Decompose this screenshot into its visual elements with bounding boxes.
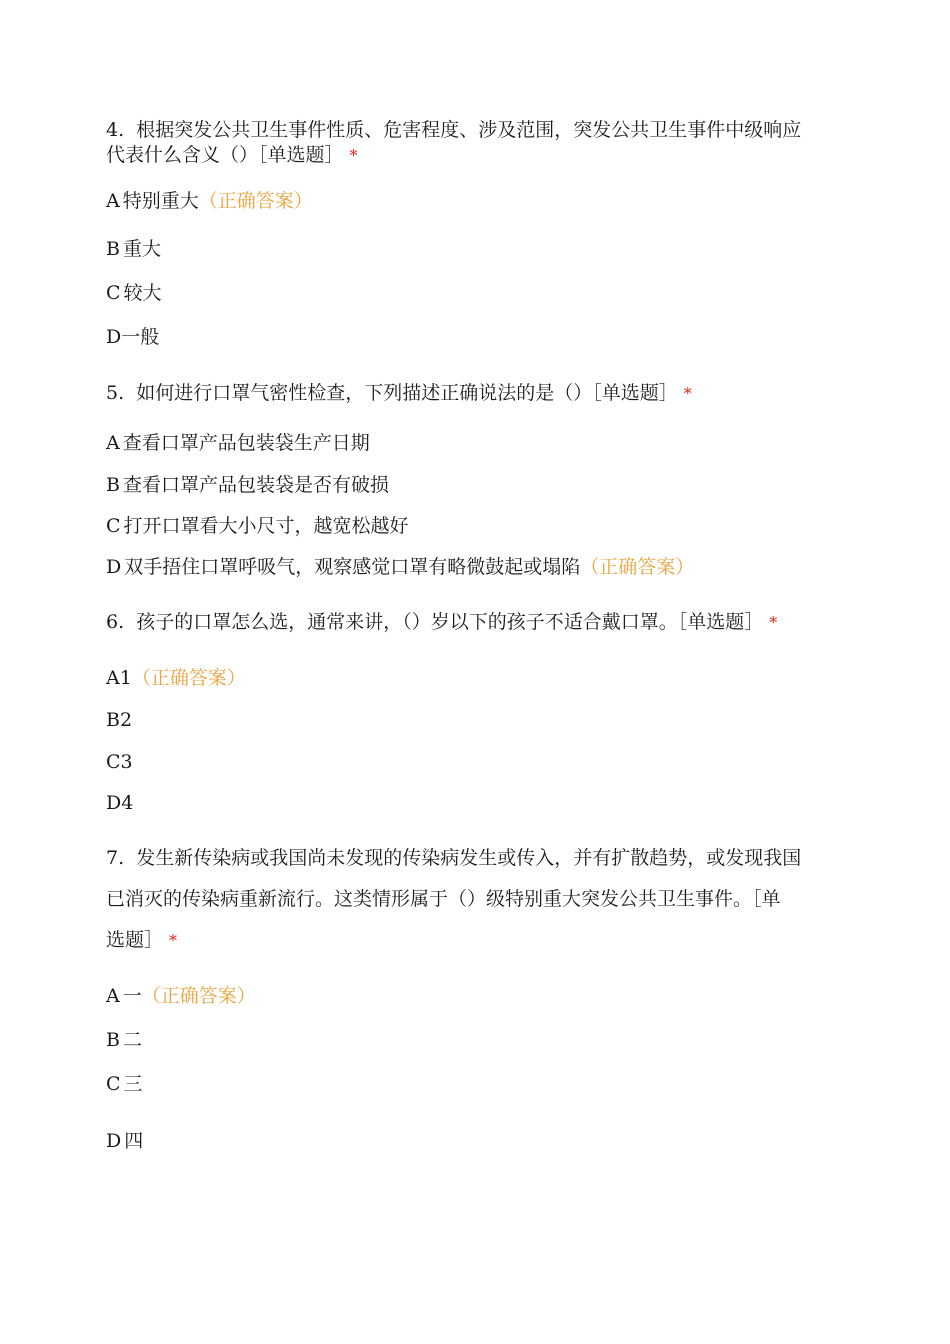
option-5a[interactable] xyxy=(106,431,846,455)
option-6c[interactable] xyxy=(106,750,846,774)
question-text: 代表什么含义（）［单选题］ xyxy=(106,144,344,166)
option-letter: B xyxy=(106,709,120,731)
question-4-title xyxy=(106,118,846,142)
option-text: 双手捂住口罩呼吸气，观察感觉口罩有略微鼓起或塌陷 xyxy=(124,556,581,578)
correct-answer-note: （正确答案） xyxy=(131,667,246,689)
option-text: 四 xyxy=(124,1130,144,1152)
option-text: 特别重大 xyxy=(122,190,199,212)
option-7a[interactable] xyxy=(106,984,846,1008)
option-text: 二 xyxy=(122,1029,142,1051)
correct-answer-note: （正确答案） xyxy=(580,556,695,578)
option-6b[interactable] xyxy=(106,708,846,732)
question-text: 已消灭的传染病重新流行。这类情形属于（）级特别重大突发公共卫生事件。［单 xyxy=(106,888,781,910)
option-letter: D xyxy=(106,556,122,578)
option-text: 查看口罩产品包装袋是否有破损 xyxy=(122,474,389,496)
option-5b[interactable] xyxy=(106,473,846,497)
question-text: 选题］ xyxy=(106,929,164,951)
question-7-title-cont2 xyxy=(106,928,846,953)
option-text: 较大 xyxy=(123,282,162,304)
option-letter: D xyxy=(106,326,122,348)
option-4b[interactable] xyxy=(106,237,846,261)
question-4-title-cont xyxy=(106,143,846,168)
option-text: 1 xyxy=(119,667,132,689)
option-5c[interactable] xyxy=(106,514,846,538)
option-letter: B xyxy=(106,1029,120,1051)
option-text: 打开口罩看大小尺寸，越宽松越好 xyxy=(123,515,409,537)
required-mark: * xyxy=(349,146,358,165)
question-7-title xyxy=(106,846,846,870)
question-7-title-cont xyxy=(106,887,846,911)
option-letter: A xyxy=(106,667,120,689)
option-letter: D xyxy=(106,1130,122,1152)
option-4d[interactable] xyxy=(106,325,846,349)
correct-answer-note: （正确答案） xyxy=(141,985,256,1007)
option-4c[interactable] xyxy=(106,281,846,305)
option-letter: C xyxy=(106,515,121,537)
question-6-title xyxy=(106,610,846,635)
question-text: 发生新传染病或我国尚未发现的传染病发生或传入，并有扩散趋势，或发现我国 xyxy=(136,847,802,869)
option-letter: A xyxy=(106,190,120,212)
option-text: 一般 xyxy=(121,326,160,348)
question-5-title xyxy=(106,381,846,406)
option-text: 重大 xyxy=(122,238,161,260)
option-6a[interactable] xyxy=(106,666,846,690)
question-number: 5. xyxy=(106,382,125,404)
option-4a[interactable] xyxy=(106,189,846,213)
question-text: 根据突发公共卫生事件性质、危害程度、涉及范围，突发公共卫生事件中级响应 xyxy=(136,119,802,141)
option-letter: C xyxy=(106,1073,121,1095)
option-text: 3 xyxy=(120,751,133,773)
required-mark: * xyxy=(169,931,178,950)
option-letter: C xyxy=(106,282,121,304)
correct-answer-note: （正确答案） xyxy=(198,190,313,212)
option-text: 2 xyxy=(119,709,133,731)
option-7b[interactable] xyxy=(106,1028,846,1052)
option-letter: B xyxy=(106,238,120,260)
option-letter: A xyxy=(106,432,120,454)
required-mark: * xyxy=(683,384,692,403)
option-text: 查看口罩产品包装袋生产日期 xyxy=(122,432,370,454)
option-text: 一 xyxy=(122,985,142,1007)
option-7d[interactable] xyxy=(106,1129,846,1153)
question-number: 7. xyxy=(106,847,125,869)
option-text: 4 xyxy=(121,792,134,814)
question-number: 4. xyxy=(106,119,125,141)
required-mark: * xyxy=(769,613,778,632)
question-text: 如何进行口罩气密性检查，下列描述正确说法的是（）［单选题］ xyxy=(136,382,678,404)
option-letter: A xyxy=(106,985,120,1007)
option-letter: C xyxy=(106,751,121,773)
option-text: 三 xyxy=(123,1073,143,1095)
option-letter: B xyxy=(106,474,120,496)
option-5d[interactable] xyxy=(106,555,846,579)
question-number: 6. xyxy=(106,611,125,633)
option-letter: D xyxy=(106,792,122,814)
option-7c[interactable] xyxy=(106,1072,846,1096)
option-6d[interactable] xyxy=(106,791,846,815)
question-text: 孩子的口罩怎么选，通常来讲，（）岁以下的孩子不适合戴口罩。［单选题］ xyxy=(136,611,764,633)
